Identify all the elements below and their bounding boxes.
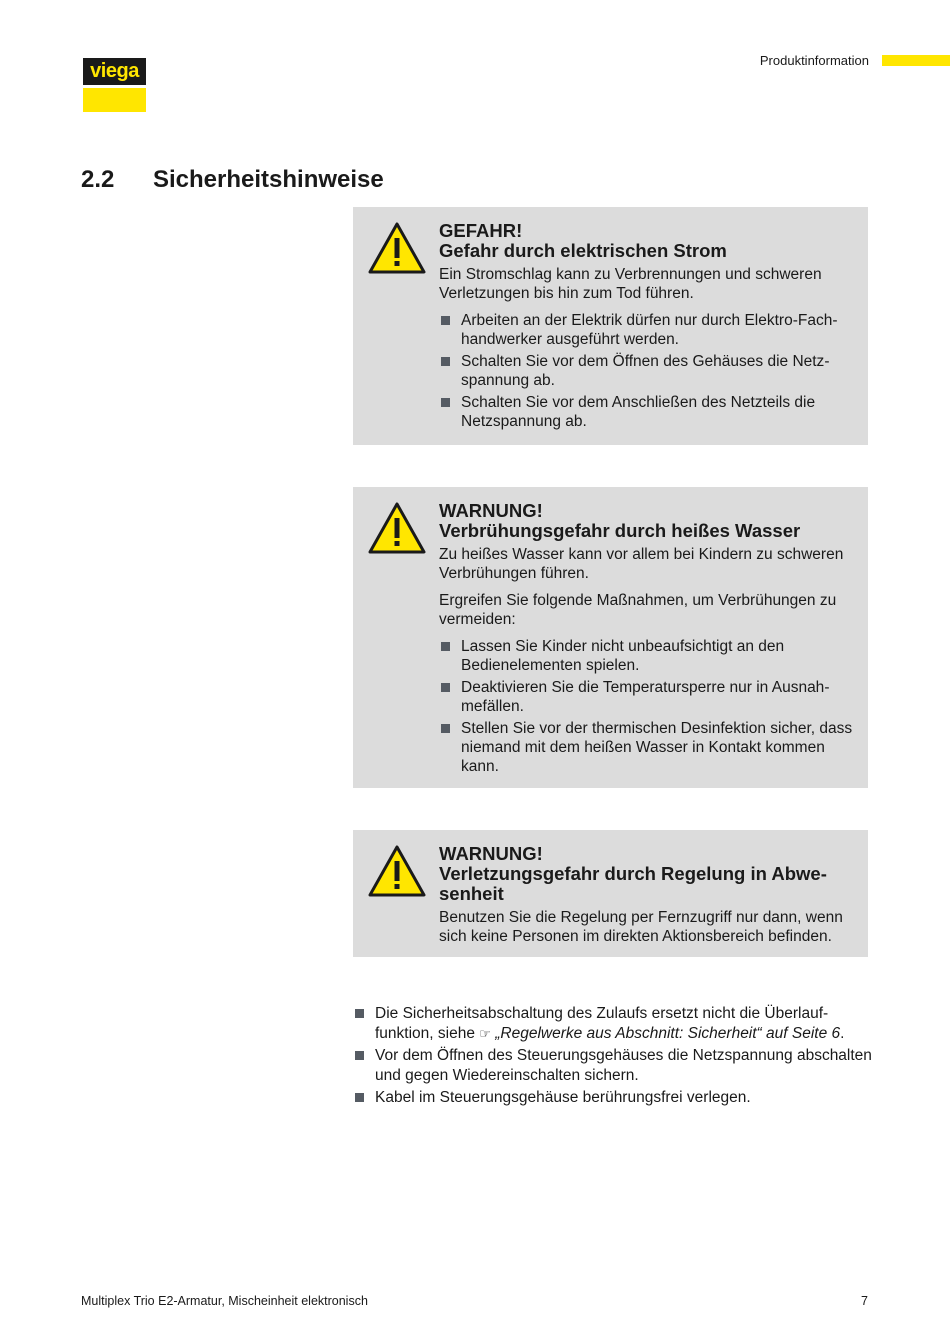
footer-document-title: Multiplex Trio E2-Armatur, Mischeinheit elektronisch — [81, 1294, 368, 1308]
notice-paragraph: Ergreifen Sie folgende Maßnahmen, um Verbrühungen zu vermeiden: — [439, 592, 837, 628]
warning-notice-remote — [353, 830, 868, 957]
list-item — [353, 1004, 873, 1043]
warning-triangle-icon — [367, 844, 427, 898]
logo-wordmark: viega — [83, 58, 146, 85]
list-item: Schalten Sie vor dem Öffnen des Gehäuses die Netzspannung ab. — [439, 352, 856, 390]
notice-title: Verletzungsgefahr durch Regelung in Abwesenheit — [439, 863, 827, 904]
notice-paragraph: Zu heißes Wasser kann vor allem bei Kindern zu schweren Verbrühungen führen. — [439, 546, 844, 582]
notice-signal-word: GEFAHR! — [439, 220, 523, 241]
danger-notice — [353, 207, 868, 445]
header-label: Produktinformation — [759, 53, 869, 68]
section-heading — [81, 166, 384, 194]
notice-list — [439, 311, 856, 431]
section-title: Sicherheitshinweise — [153, 166, 384, 193]
notice-signal-word: WARNUNG! — [439, 843, 543, 864]
warning-triangle-icon — [367, 501, 427, 555]
list-item: Schalten Sie vor dem Anschließen des Netzteils die Netzspannung ab. — [439, 393, 856, 431]
list-item-text: Die Sicherheitsabschaltung des Zulaufs ersetzt nicht die Überlauffunktion, siehe — [375, 1005, 829, 1042]
list-item: Deaktivieren Sie die Temperatursperre nur in Ausnahmefällen. — [439, 678, 856, 716]
warning-notice-scald — [353, 487, 868, 788]
list-item-end: . — [840, 1024, 845, 1042]
logo-yellow-block — [83, 88, 146, 112]
cross-reference-link[interactable]: „Regelwerke aus Abschnitt: Sicherheit“ auf Seite 6 — [495, 1024, 841, 1042]
list-item: Lassen Sie Kinder nicht unbeaufsichtigt an den Bedienelementen spielen. — [439, 637, 856, 675]
cross-reference-icon: ☞ — [479, 1025, 491, 1041]
list-item: Arbeiten an der Elektrik dürfen nur durch Elektro-Fachhandwerker ausgeführt werden. — [439, 311, 856, 349]
notice-signal-word: WARNUNG! — [439, 500, 543, 521]
list-item: Vor dem Öffnen des Steuerungsgehäuses die Netzspannung abschalten und gegen Wiedereinschalten sichern. — [353, 1046, 873, 1085]
header-yellow-bar — [882, 55, 950, 66]
notice-paragraph: Benutzen Sie die Regelung per Fernzugriff nur dann, wenn sich keine Personen im direkten Aktionsbereich befinden. — [439, 909, 843, 945]
list-item: Kabel im Steuerungsgehäuse berührungsfrei verlegen. — [353, 1088, 873, 1108]
notice-title: Verbrühungsgefahr durch heißes Wasser — [439, 520, 801, 541]
section-number: 2.2 — [81, 166, 115, 193]
list-item: Stellen Sie vor der thermischen Desinfektion sicher, dass niemand mit dem heißen Wasser in Kontakt kommen kann. — [439, 719, 856, 776]
notice-title: Gefahr durch elektrischen Strom — [439, 240, 727, 261]
notice-list — [439, 637, 856, 776]
viega-logo — [83, 58, 146, 112]
notice-paragraph: Ein Stromschlag kann zu Verbrennungen und schweren Verletzungen bis hin zum Tod führen. — [439, 266, 822, 302]
warning-triangle-icon — [367, 221, 427, 275]
safety-list — [353, 1004, 873, 1111]
page-number: 7 — [861, 1294, 868, 1308]
